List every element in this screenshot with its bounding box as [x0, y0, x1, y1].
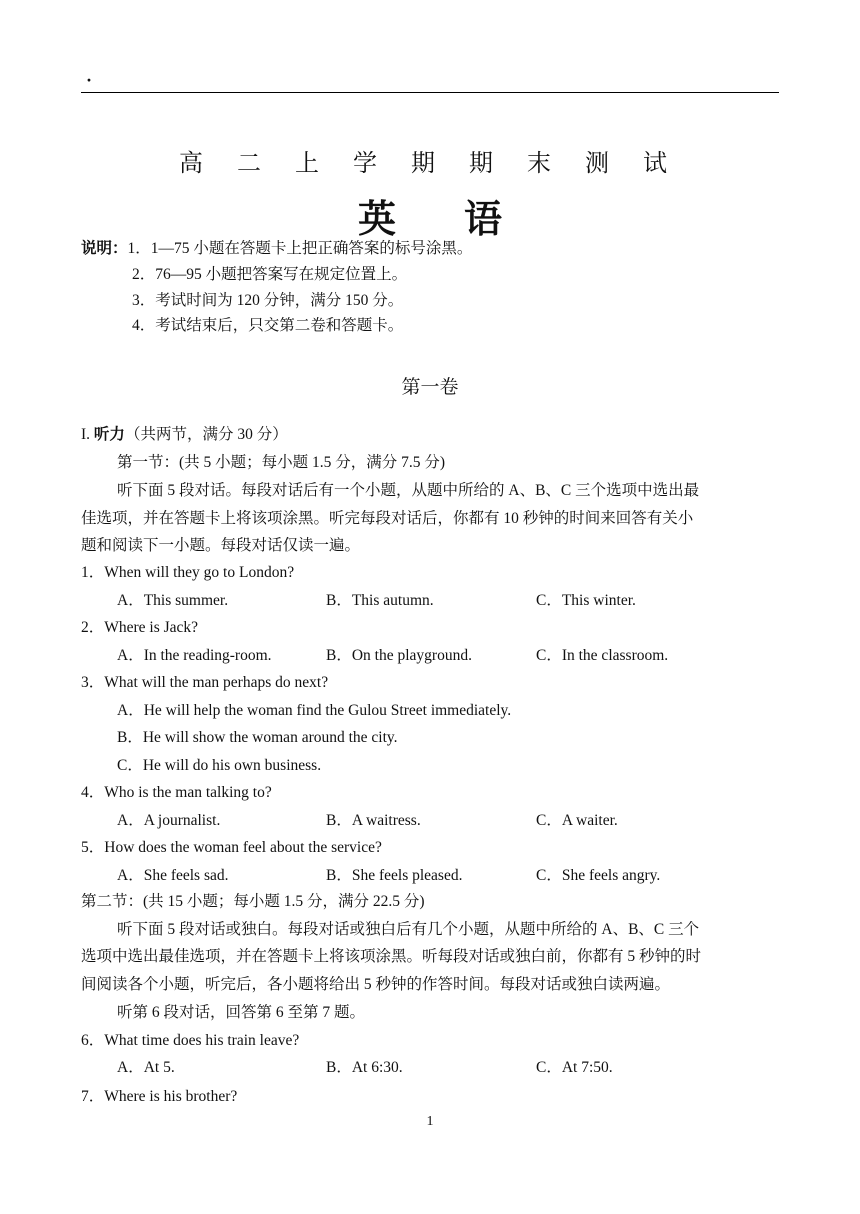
- note-1: 1．1—75 小题在答题卡上把正确答案的标号涂黑。: [127, 240, 473, 257]
- exam-title: 高 二 上 学 期 期 末 测 试: [179, 151, 681, 177]
- notes-label: 说明：: [81, 240, 128, 257]
- question-1: 1．When will they go to London?: [81, 564, 295, 581]
- instr3: 听第 6 段对话，回答第 6 至第 7 题。: [117, 1004, 366, 1021]
- question-3: 3．What will the man perhaps do next?: [81, 674, 329, 691]
- q5-option-c: C．She feels angry.: [536, 867, 661, 884]
- section2-heading: 第二节：(共 15 小题；每小题 1.5 分，满分 22.5 分): [81, 893, 425, 910]
- q1-option-a: A．This summer.: [117, 592, 229, 609]
- part1-heading: [81, 425, 288, 445]
- q1-option-b: B．This autumn.: [326, 592, 434, 609]
- q5-option-a: A．She feels sad.: [117, 867, 229, 884]
- section1-heading: 第一节：(共 5 小题；每小题 1.5 分，满分 7.5 分): [117, 454, 446, 471]
- part1-desc: （共两节，满分 30 分）: [124, 426, 288, 443]
- notes-line-1: [81, 239, 472, 259]
- question-7: 7．Where is his brother?: [81, 1088, 238, 1105]
- question-2: 2．Where is Jack?: [81, 619, 199, 636]
- q5-option-b: B．She feels pleased.: [326, 867, 463, 884]
- q3-option-b: B．He will show the woman around the city.: [117, 729, 398, 746]
- instr1-line-3: 题和阅读下一小题。每段对话仅读一遍。: [81, 537, 361, 554]
- part1-label: 听力: [93, 426, 125, 443]
- instr2-line-1: 听下面 5 段对话或独白。每段对话或独白后有几个小题，从题中所给的 A、B、C 三个: [117, 921, 700, 938]
- q6-option-a: A．At 5.: [117, 1059, 175, 1076]
- q2-option-c: C．In the classroom.: [536, 647, 669, 664]
- page-number: 1: [426, 1114, 434, 1129]
- q1-option-c: C．This winter.: [536, 592, 636, 609]
- q2-option-a: A．In the reading-room.: [117, 647, 272, 664]
- q4-option-b: B．A waitress.: [326, 812, 421, 829]
- subject-char-1: 英: [357, 197, 396, 241]
- instr1-line-2: 佳选项，并在答题卡上将该项涂黑。听完每段对话后，你都有 10 秒钟的时间来回答有关小: [81, 510, 694, 527]
- part1-num: I.: [81, 426, 91, 443]
- header-rule: [81, 92, 779, 93]
- note-2: 2．76—95 小题把答案写在规定位置上。: [132, 266, 408, 283]
- header-mark: ·: [86, 70, 93, 90]
- subject-title: [0, 188, 860, 243]
- q4-option-a: A．A journalist.: [117, 812, 221, 829]
- instr2-line-2: 选项中选出最佳选项，并在答题卡上将该项涂黑。听每段对话或独白前，你都有 5 秒钟的时: [81, 948, 702, 965]
- q3-option-a: A．He will help the woman find the Gulou Street immediately.: [117, 702, 512, 719]
- instr1-line-1: 听下面 5 段对话。每段对话后有一个小题，从题中所给的 A、B、C 三个选项中选出最: [117, 482, 700, 499]
- instr2-line-3: 间阅读各个小题，听完后，各小题将给出 5 秒钟的作答时间。每段对话或独白读两遍。: [81, 976, 671, 993]
- q3-option-c: C．He will do his own business.: [117, 757, 322, 774]
- q6-option-c: C．At 7:50.: [536, 1059, 613, 1076]
- question-6: 6．What time does his train leave?: [81, 1032, 300, 1049]
- q4-option-c: C．A waiter.: [536, 812, 618, 829]
- note-3: 3．考试时间为 120 分钟，满分 150 分。: [132, 292, 404, 309]
- subject-char-2: 语: [464, 197, 503, 241]
- note-4: 4．考试结束后，只交第二卷和答题卡。: [132, 317, 404, 334]
- question-4: 4．Who is the man talking to?: [81, 784, 272, 801]
- q2-option-b: B．On the playground.: [326, 647, 472, 664]
- q6-option-b: B．At 6:30.: [326, 1059, 403, 1076]
- question-5: 5．How does the woman feel about the service?: [81, 839, 382, 856]
- volume-heading: 第一卷: [401, 377, 459, 398]
